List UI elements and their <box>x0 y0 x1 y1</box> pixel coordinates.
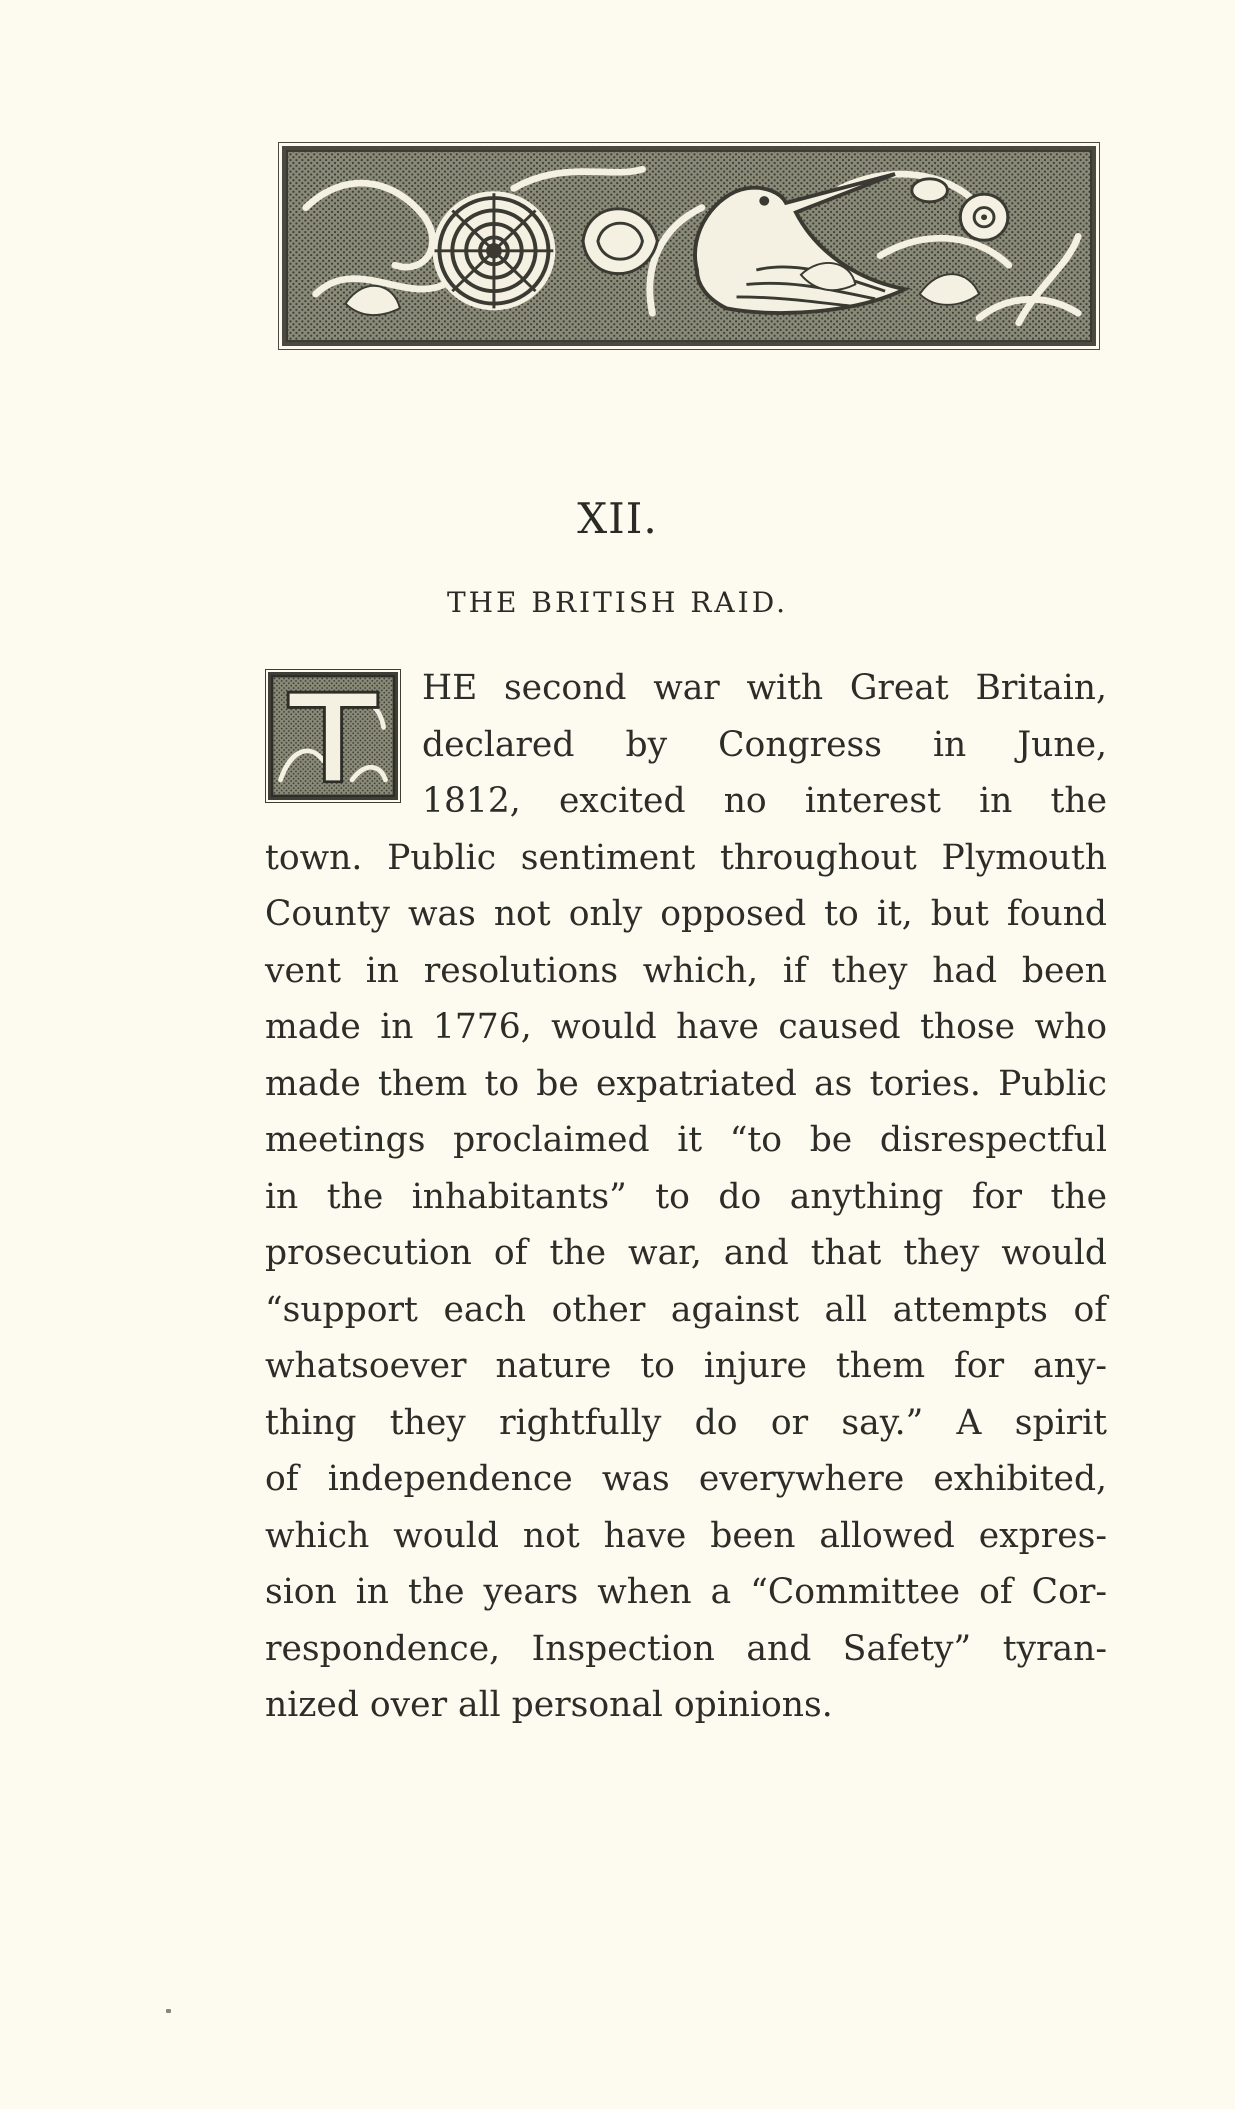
body-line: declared by Congress in June, <box>422 724 1107 765</box>
body-line: made them to be expatriated as tories. Public <box>265 1063 1107 1104</box>
body-line: meetings proclaimed it “to be disrespectful <box>265 1120 1107 1160</box>
body-line: “support each other against all attempts of <box>265 1289 1107 1330</box>
chapter-body <box>265 660 1107 1734</box>
body-line: nized over all personal opinions. <box>265 1685 833 1725</box>
body-line: town. Public sentiment throughout Plymouth <box>265 837 1107 878</box>
body-line: prosecution of the war, and that they would <box>265 1233 1107 1273</box>
body-line: sion in the years when a “Committee of Cor- <box>265 1572 1107 1612</box>
ornamental-headband <box>282 146 1096 346</box>
body-line: respondence, Inspection and Safety” tyran- <box>265 1628 1107 1669</box>
body-line: which would not have been allowed expres- <box>265 1515 1107 1556</box>
body-line: County was not only opposed to it, but found <box>265 894 1107 934</box>
page-speck <box>166 2009 171 2013</box>
floral-bird-ornament-icon <box>286 150 1092 342</box>
body-line: vent in resolutions which, if they had been <box>265 950 1107 991</box>
body-line: HE second war with Great Britain, <box>422 668 1107 708</box>
body-line: made in 1776, would have caused those who <box>265 1007 1107 1047</box>
body-line: of independence was everywhere exhibited, <box>265 1459 1107 1499</box>
chapter-title: THE BRITISH RAID. <box>446 586 789 619</box>
body-line: in the inhabitants” to do anything for the <box>265 1176 1107 1217</box>
body-line: thing they rightfully do or say.” A spirit <box>265 1402 1107 1443</box>
body-line: 1812, excited no interest in the <box>422 781 1107 821</box>
body-line: whatsoever nature to injure them for any- <box>265 1346 1107 1386</box>
chapter-number: XII. <box>577 494 658 543</box>
